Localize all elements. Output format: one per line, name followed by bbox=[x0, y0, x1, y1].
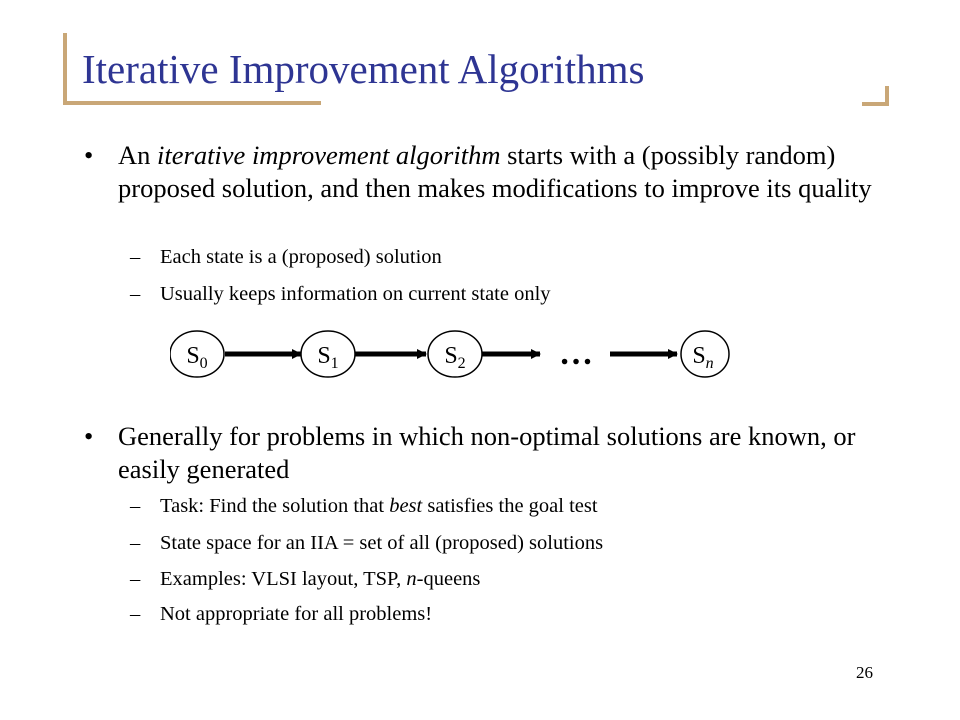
sub-text-italic: n bbox=[406, 568, 417, 590]
frame-corner-top-right-horizontal bbox=[862, 102, 889, 106]
sub-text-italic: best bbox=[389, 495, 423, 517]
state-chain-diagram bbox=[170, 328, 730, 388]
sub-text-before: Examples: VLSI layout, TSP, bbox=[160, 568, 407, 590]
bullet-text bbox=[118, 139, 874, 205]
sub-text-after: -queens bbox=[416, 568, 481, 590]
sub-item bbox=[130, 601, 432, 627]
bullet-text-italic: iterative improvement algorithm bbox=[157, 140, 501, 170]
sub-text-before: Task: Find the solution that bbox=[160, 495, 390, 517]
sub-text-after: satisfies the goal test bbox=[422, 495, 598, 517]
bullet-marker: • bbox=[84, 421, 94, 451]
sub-dash: – bbox=[130, 603, 141, 625]
sub-item bbox=[130, 244, 442, 270]
bullet-text-after: starts with a (possibly random) proposed solution, and then makes modifications to improve its quality bbox=[118, 140, 872, 203]
sub-dash: – bbox=[130, 495, 141, 517]
sub-text: Usually keeps information on current state only bbox=[160, 283, 551, 305]
bullet-marker: • bbox=[84, 140, 94, 170]
sub-dash: – bbox=[130, 568, 141, 590]
slide-title: Iterative Improvement Algorithms bbox=[82, 46, 645, 92]
state-label: S bbox=[186, 343, 200, 369]
bullet-generally-for-problems bbox=[84, 420, 874, 486]
state-subscript: 1 bbox=[330, 355, 339, 372]
state-label: S bbox=[444, 343, 458, 369]
frame-corner-top-left-vertical bbox=[63, 33, 67, 105]
state-subscript: n bbox=[705, 355, 714, 372]
sub-item bbox=[130, 281, 551, 307]
sub-text: State space for an IIA = set of all (proposed) solutions bbox=[160, 532, 604, 554]
sub-item bbox=[130, 530, 603, 556]
sub-text: Each state is a (proposed) solution bbox=[160, 246, 442, 268]
bullet-text-before: An bbox=[118, 140, 158, 170]
ellipsis: … bbox=[559, 335, 593, 372]
sub-item bbox=[130, 566, 480, 592]
bullet-text: Generally for problems in which non-optimal solutions are known, or easily generated bbox=[118, 421, 856, 484]
state-label: S bbox=[317, 343, 331, 369]
sub-dash: – bbox=[130, 532, 141, 554]
state-node bbox=[681, 331, 729, 377]
state-subscript: 2 bbox=[457, 355, 466, 372]
sub-dash: – bbox=[130, 283, 141, 305]
state-label: S bbox=[692, 343, 706, 369]
frame-corner-top-left-horizontal bbox=[63, 101, 321, 105]
state-node bbox=[301, 331, 355, 377]
sub-text: Not appropriate for all problems! bbox=[160, 603, 433, 625]
bullet-iterative-improvement bbox=[84, 139, 874, 205]
sub-item bbox=[130, 493, 598, 519]
state-node bbox=[428, 331, 482, 377]
state-subscript: 0 bbox=[199, 355, 208, 372]
sub-dash: – bbox=[130, 246, 141, 268]
state-node bbox=[170, 331, 224, 377]
page-number: 26 bbox=[856, 663, 873, 682]
